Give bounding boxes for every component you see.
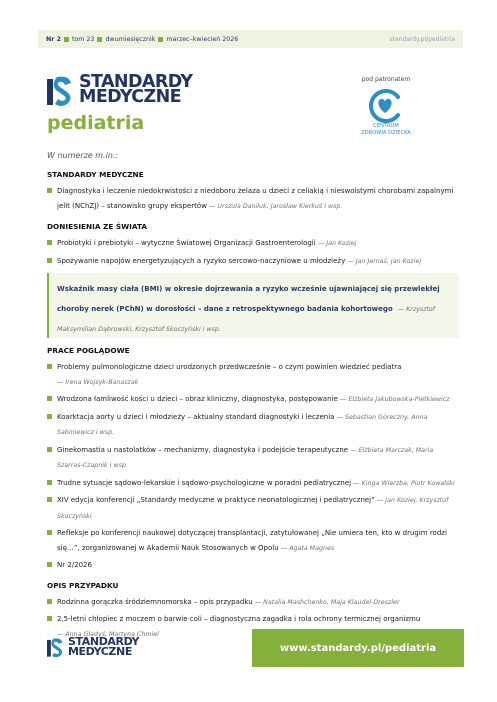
list-item [47, 558, 459, 573]
square-bullet-icon [47, 616, 52, 621]
highlighted-article-authors: — Krzysztof Maksymilian Dąbrowski, Krzysztof Skoczyński i wsp. [57, 306, 435, 333]
article-title: Wrodzona łamliwość kości u dzieci – obraz kliniczny, diagnostyka, postępowanie [57, 395, 338, 403]
footer-url-main[interactable]: www.standardy.pl [279, 642, 382, 654]
article-title: Trudne sytuacje sądowo-lekarskie i sądowo-psychologiczne w poradni pediatrycznej [57, 478, 352, 487]
list-item [47, 360, 459, 390]
article-title: Ginekomastia u nastolatków – mechanizmy, diagnostyka i podejście terapeutyczne [57, 445, 349, 454]
list-item [47, 476, 459, 492]
square-bullet-icon [47, 240, 52, 245]
article-title: Refleksje po konferencji naukowej dotyczącej transplantacji, zatytułowanej „Nie umiera ten, kto w drugim rodzi się…”, zorganizowanej w Akademii Nauk Stosowanych w Opolu [57, 529, 447, 552]
logo-wordmark [79, 72, 193, 107]
square-bullet-icon [64, 37, 69, 42]
frequency: dwumiesięcznik [105, 35, 156, 43]
heart-logo-icon [368, 89, 404, 123]
highlighted-article [47, 273, 459, 338]
issue-info-bar [38, 30, 463, 48]
article-authors: — Kinga Wierzba, Piotr Kowalski [353, 479, 455, 487]
patronage [352, 76, 420, 137]
patronage-label: pod patronatem [361, 76, 411, 83]
logo-line-1: STANDARDY [79, 72, 193, 92]
logo-mark-icon [47, 73, 75, 107]
square-bullet-icon [47, 447, 52, 452]
square-bullet-icon [47, 497, 52, 502]
patron-name-line-1: CENTRUM [373, 123, 399, 129]
logo-line-2: MEDYCZNE [68, 645, 132, 658]
square-bullet-icon [158, 37, 163, 42]
period: marzec–kwiecień 2026 [166, 35, 239, 43]
square-bullet-icon [47, 562, 52, 567]
volume: tom 23 [71, 35, 95, 43]
issue-number: Nr 2 [46, 35, 61, 43]
issue-details [46, 36, 238, 43]
article-authors: — Jan Jernaś, Jan Koziej [347, 257, 422, 265]
list-item [47, 184, 459, 214]
table-of-contents [47, 168, 459, 642]
footer-url-banner[interactable] [252, 629, 464, 667]
list-item [47, 392, 459, 408]
patron-name-line-2: ZDROWIA DZIECKA [361, 130, 411, 136]
article-authors: — Jan Koziej [317, 240, 357, 247]
article-title: Diagnostyka i leczenie niedokrwistości z niedoboru żelaza u dzieci z celiakią i nieswoistymi chorobami zapalnymi jelit (NChZJ) – stanowisko grupy ekspertów [57, 187, 454, 210]
square-bullet-icon [47, 396, 52, 401]
section-heading: DONIESIENIA ZE ŚWIATA [47, 222, 148, 231]
section-heading: PRACE POGLĄDOWE [47, 346, 130, 355]
article-title: Problemy pulmonologiczne dzieci urodzonych przedwcześnie – o czym powinien wiedzieć pediatra [57, 363, 402, 371]
article-authors: — Elżbieta Jakubowska-Pietkiewicz [340, 396, 450, 403]
section-heading: STANDARDY MEDYCZNE [47, 170, 144, 179]
article-title: Koarktacja aorty u dzieci i młodzieży – aktualny standard diagnostyki i leczenia [57, 412, 335, 421]
article-authors: — Sebastian Góreczny, Anna Sabiniewicz i wsp. [57, 413, 428, 436]
journal-title: pediatria [47, 112, 145, 134]
list-item [47, 493, 459, 524]
article-title: Spożywanie napojów energetyzujących a ryzyko sercowo-naczyniowe u młodzieży [57, 256, 346, 265]
list-item [47, 254, 459, 270]
square-bullet-icon [97, 37, 102, 42]
list-item [47, 410, 459, 441]
article-title: Rodzinna gorączka śródziemnomorska – opis przypadku [57, 597, 253, 606]
article-title: Nr 2/2026 [57, 561, 92, 569]
article-title: Probiotyki i prebiotyki – wytyczne Światowej Organizacji Gastroenterologii [57, 239, 316, 247]
section-heading: OPIS PRZYPADKU [47, 580, 119, 590]
article-authors: — Urszula Daniluk, Jarosław Kierkuś i wsp. [209, 202, 343, 210]
article-authors: — Natalia Mashchenko, Maja Klaudel-Dreszler [254, 598, 400, 606]
article-authors: — Agata Magnes [280, 544, 335, 552]
square-bullet-icon [47, 258, 52, 263]
square-bullet-icon [47, 414, 52, 419]
contents-intro: W numerze m.in.: [47, 151, 119, 160]
article-authors: — Anna Gładyś, Martyna Chmiel [57, 630, 159, 638]
standardy-medyczne-logo [47, 73, 192, 107]
article-authors: — Jan Koziej, Krzysztof Skoczyński [57, 497, 449, 520]
square-bullet-icon [47, 480, 52, 485]
logo-wordmark [68, 637, 139, 657]
highlighted-article-title: Wskaźnik masy ciała (BMI) w okresie dojrzewania a ryzyko wcześnie ujawniającej się przewlekłej choroby nerek (PChN) w dorosłości – dane z retrospektywnego badania kohortowego [57, 285, 440, 313]
article-authors: — Elżbieta Marczak, Maria Szarras-Czapnik i wsp. [57, 446, 434, 469]
footer-logo [47, 636, 139, 658]
list-item [47, 595, 459, 611]
logo-line-1: STANDARDY [68, 635, 140, 648]
square-bullet-icon [47, 599, 52, 604]
list-item [47, 526, 459, 556]
square-bullet-icon [47, 364, 52, 369]
footer-url-path[interactable]: /pediatria [381, 642, 437, 654]
logo-mark-icon [47, 636, 65, 658]
logo-line-2: MEDYCZNE [79, 87, 182, 107]
header-url[interactable]: standardy.pl/pediatria [389, 35, 455, 43]
square-bullet-icon [47, 530, 52, 535]
article-title: 2,5-letni chłopiec z moczem o barwie coli – diagnostyczna zagadka i rola ochrony termicznej organizmu [57, 615, 421, 623]
article-authors: — Irena Wojsyk-Banaszak [57, 378, 139, 386]
list-item [47, 443, 459, 474]
square-bullet-icon [47, 188, 52, 193]
article-title: XIV edycja konferencji „Standardy medyczne w praktyce neonatologicznej i pediatrycznej” [57, 496, 375, 504]
list-item [47, 236, 459, 252]
